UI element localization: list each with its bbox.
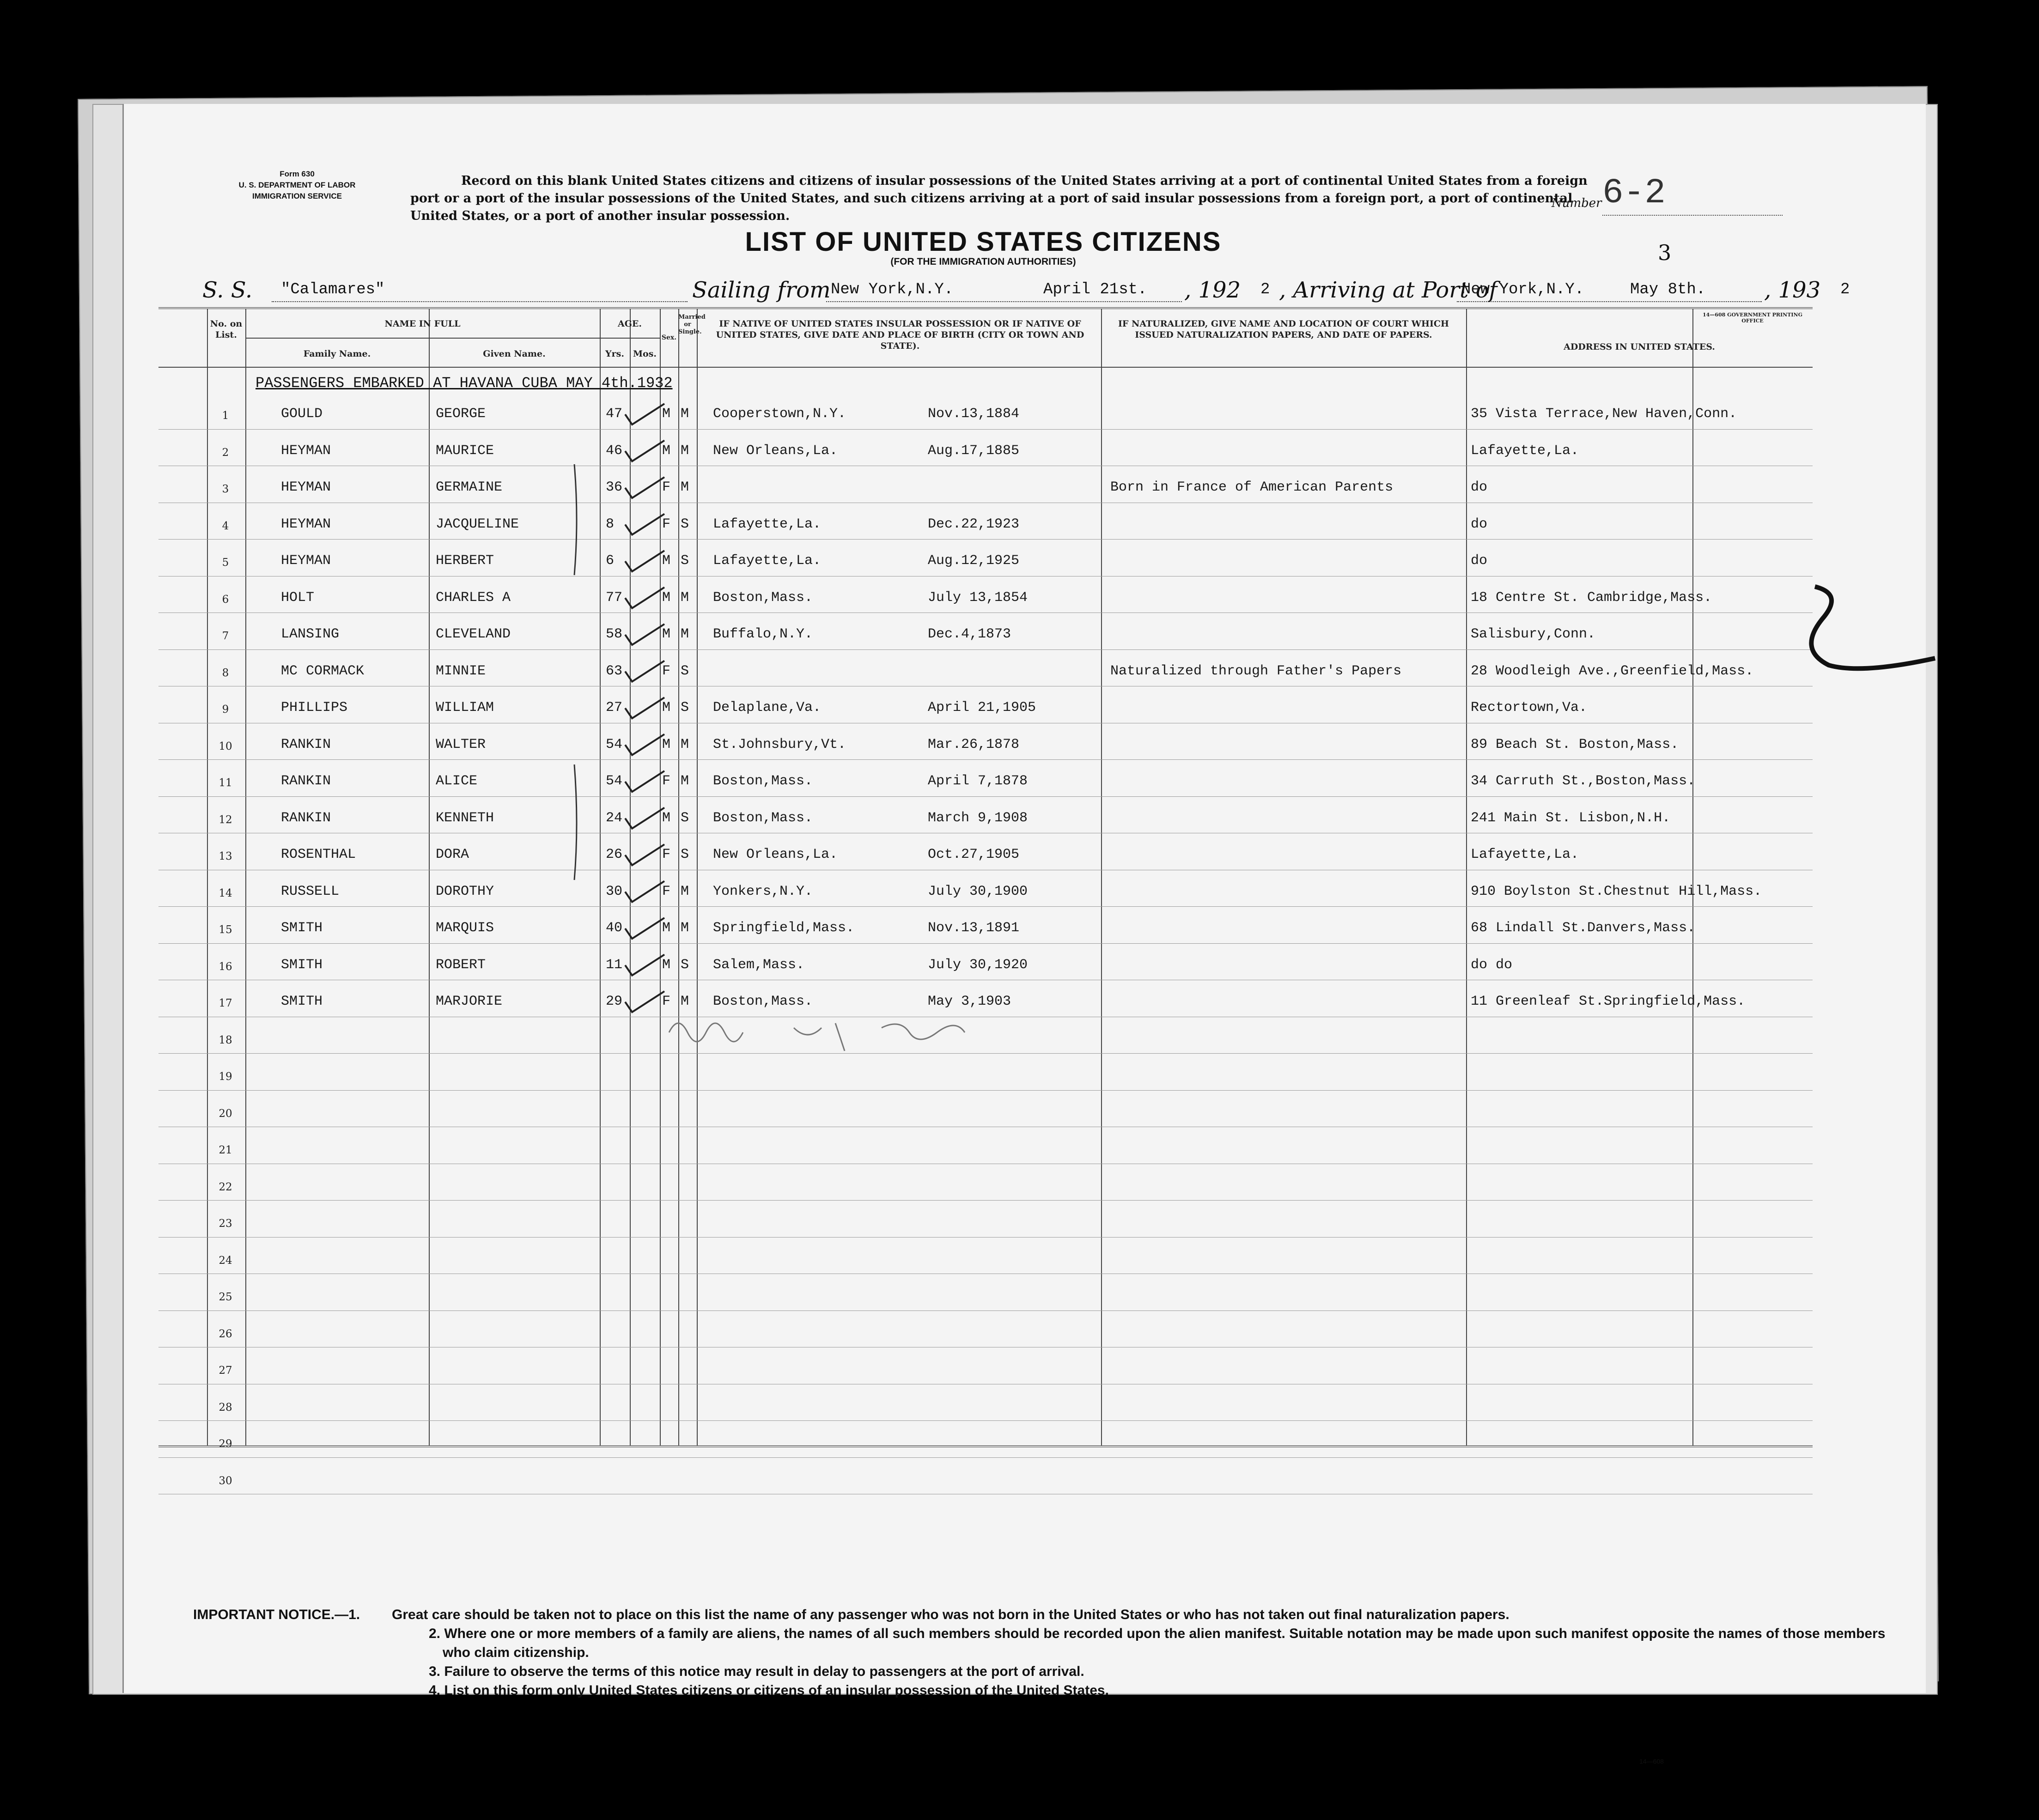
col-birth: IF NATIVE OF UNITED STATES INSULAR POSSESSION OR IF NATIVE OF UNITED STATES, GIVE DATE AND PLACE OF BIRTH (CITY OR TOWN AND STATE). (716, 319, 1084, 351)
cell-place: Boston,Mass. (713, 810, 813, 826)
cell-given: MAURICE (436, 443, 494, 459)
col-family-name: Family Name. (303, 349, 371, 359)
cell-sex: M (662, 736, 671, 752)
col-married: Married or Single. (678, 314, 706, 335)
cell-family: HEYMAN (281, 516, 331, 532)
cell-address: 18 Centre St. Cambridge,Mass. (1471, 589, 1712, 606)
cell-given: WALTER (436, 736, 486, 752)
number-value: 6-2 (1602, 173, 1666, 213)
cell-given: ROBERT (436, 957, 486, 973)
cell-sex: M (662, 920, 671, 936)
cell-yrs: 24 (606, 810, 623, 826)
cell-married: S (681, 663, 689, 679)
cell-date: April 21,1905 (928, 700, 1036, 716)
cell-address: 34 Carruth St.,Boston,Mass. (1471, 773, 1696, 789)
cell-sex: F (662, 883, 671, 899)
cell-sex: F (662, 663, 671, 679)
check-mark (625, 514, 664, 535)
cell-yrs: 47 (606, 406, 623, 422)
row-number: 8 (222, 667, 229, 679)
sailing-from-label: Sailing from (692, 277, 831, 303)
cell-naturalized: Born in France of American Parents (1110, 479, 1394, 495)
cell-place: New Orleans,La. (713, 443, 838, 459)
check-mark (625, 404, 664, 425)
check-mark (625, 698, 664, 718)
cell-sex: F (662, 516, 671, 532)
checkmarks-svg (124, 104, 1926, 1693)
cell-married: M (681, 773, 689, 789)
year-suffix-2: 2 (1840, 281, 1850, 298)
check-mark (625, 955, 664, 976)
row-number: 7 (222, 630, 229, 642)
cell-sex: M (662, 810, 671, 826)
cell-yrs: 77 (606, 589, 623, 606)
cell-married: S (681, 516, 689, 532)
row-number: 26 (219, 1328, 232, 1340)
form-number: Form 630 (280, 170, 315, 178)
cell-sex: M (662, 700, 671, 716)
cell-married: M (681, 883, 689, 899)
cell-date: Nov.13,1884 (928, 406, 1020, 422)
year-prefix-2: , 193 (1764, 277, 1821, 303)
cell-yrs: 63 (606, 663, 623, 679)
row-number: 19 (219, 1071, 232, 1083)
cell-yrs: 27 (606, 700, 623, 716)
cell-sex: M (662, 553, 671, 569)
cell-address: 910 Boylston St.Chestnut Hill,Mass. (1471, 883, 1762, 899)
cell-sex: F (662, 847, 671, 862)
ss-label: S. S. (202, 277, 253, 303)
col-given-name: Given Name. (483, 349, 546, 359)
cell-place: Yonkers,N.Y. (713, 883, 813, 899)
cell-address: do (1471, 516, 1488, 532)
cell-address: Lafayette,La. (1471, 847, 1579, 862)
cell-given: JACQUELINE (436, 516, 519, 532)
cell-place: Springfield,Mass. (713, 920, 855, 936)
notice-item-1: Great care should be taken not to place on this list the name of any passenger who was not born in the United States or who has not taken out final naturalization papers. (392, 1607, 1509, 1622)
cell-yrs: 30 (606, 883, 623, 899)
row-number: 27 (219, 1365, 232, 1377)
cell-married: M (681, 920, 689, 936)
page-title: LIST OF UNITED STATES CITIZENS (745, 227, 1222, 257)
ship-name: "Calamares" (281, 281, 385, 298)
cell-married: M (681, 626, 689, 642)
row-number: 3 (222, 483, 229, 495)
notice-item-3: 3. Failure to observe the terms of this notice may result in delay to passengers at the port of arrival. (429, 1664, 1084, 1679)
col-naturalized: IF NATURALIZED, GIVE NAME AND LOCATION OF COURT WHICH ISSUED NATURALIZATION PAPERS, AND DATE OF PAPERS. (1118, 319, 1449, 340)
col-name-in-full: NAME IN FULL (384, 319, 461, 329)
cell-date: Dec.22,1923 (928, 516, 1020, 532)
cell-married: S (681, 810, 689, 826)
cell-address: do (1471, 553, 1488, 569)
row-number: 10 (219, 740, 232, 752)
cell-date: Aug.12,1925 (928, 553, 1020, 569)
cell-place: Lafayette,La. (713, 553, 822, 569)
row-number: 29 (219, 1438, 232, 1450)
cell-sex: F (662, 994, 671, 1009)
cell-address: 35 Vista Terrace,New Haven,Conn. (1471, 406, 1737, 422)
cell-sex: M (662, 626, 671, 642)
row-number: 12 (219, 813, 232, 826)
cell-date: Dec.4,1873 (928, 626, 1011, 642)
row-number: 2 (222, 446, 229, 459)
cell-family: LANSING (281, 626, 340, 642)
family-brackets (574, 464, 577, 880)
col-mos: Mos. (633, 349, 657, 359)
cell-yrs: 46 (606, 443, 623, 459)
check-mark (625, 991, 664, 1012)
cell-given: GERMAINE (436, 479, 503, 495)
cell-date: March 9,1908 (928, 810, 1028, 826)
cell-date: May 3,1903 (928, 994, 1011, 1009)
cell-date: July 13,1854 (928, 589, 1028, 606)
year-prefix-1: , 192 (1184, 277, 1241, 303)
sailing-from-port: New York,N.Y. (831, 281, 954, 298)
cell-yrs: 29 (606, 994, 623, 1009)
cell-family: RANKIN (281, 810, 331, 826)
cell-family: HEYMAN (281, 479, 331, 495)
cell-given: WILLIAM (436, 700, 494, 716)
cell-family: MC CORMACK (281, 663, 365, 679)
cell-date: July 30,1920 (928, 957, 1028, 973)
cell-married: M (681, 589, 689, 606)
cell-sex: M (662, 957, 671, 973)
cell-address: Lafayette,La. (1471, 443, 1579, 459)
cell-married: S (681, 700, 689, 716)
col-sex: Sex. (661, 334, 677, 341)
check-mark (625, 734, 664, 755)
cell-sex: F (662, 479, 671, 495)
cell-married: M (681, 736, 689, 752)
cell-sex: M (662, 589, 671, 606)
cell-date: April 7,1878 (928, 773, 1028, 789)
cell-address: do (1471, 479, 1488, 495)
cell-address: Salisbury,Conn. (1471, 626, 1596, 642)
notice-item-4: 4. List on this form only United States citizens or citizens of an insular possession of the United States. (429, 1683, 1109, 1698)
printing-office-note: 14—608 GOVERNMENT PRINTING OFFICE (1702, 312, 1803, 324)
cell-date: Mar.26,1878 (928, 736, 1020, 752)
cell-given: DORA (436, 847, 469, 862)
check-mark (625, 881, 664, 902)
row-number: 20 (219, 1107, 232, 1120)
row-number: 23 (219, 1218, 232, 1230)
cell-place: Boston,Mass. (713, 589, 813, 606)
cell-given: ALICE (436, 773, 478, 789)
col-age: AGE. (617, 319, 642, 329)
row-number: 17 (219, 997, 232, 1009)
check-mark (625, 918, 664, 939)
row-number: 30 (219, 1474, 232, 1487)
cell-married: M (681, 479, 689, 495)
row-number: 15 (219, 924, 232, 936)
cell-address: 68 Lindall St.Danvers,Mass. (1471, 920, 1696, 936)
row-number: 14 (219, 887, 232, 899)
cell-sex: M (662, 443, 671, 459)
cell-family: RANKIN (281, 773, 331, 789)
cell-yrs: 6 (606, 553, 615, 569)
check-mark (625, 441, 664, 461)
arriving-port: New York,N.Y. (1461, 281, 1584, 298)
cell-place: Salem,Mass. (713, 957, 805, 973)
cell-yrs: 11 (606, 957, 623, 973)
row-number: 25 (219, 1291, 232, 1303)
check-mark (625, 551, 664, 571)
cell-place: Boston,Mass. (713, 773, 813, 789)
cell-given: CHARLES A (436, 589, 511, 606)
col-no: No. on List. (210, 319, 243, 340)
cell-yrs: 40 (606, 920, 623, 936)
margin-scrawl (1811, 587, 1935, 668)
cell-given: CLEVELAND (436, 626, 511, 642)
arriving-label: , Arriving at Port of (1279, 277, 1497, 303)
cell-given: DOROTHY (436, 883, 494, 899)
cell-given: MARQUIS (436, 920, 494, 936)
cell-yrs: 36 (606, 479, 623, 495)
row-number: 21 (219, 1144, 232, 1156)
cell-address: 241 Main St. Lisbon,N.H. (1471, 810, 1671, 826)
cell-naturalized: Naturalized through Father's Papers (1110, 663, 1402, 679)
row-number: 16 (219, 960, 232, 973)
cell-place: Lafayette,La. (713, 516, 822, 532)
cell-married: S (681, 957, 689, 973)
check-mark (625, 844, 664, 865)
row-number: 5 (222, 557, 229, 569)
row-number: 6 (222, 593, 229, 606)
row-number: 9 (222, 704, 229, 716)
cell-place: St.Johnsbury,Vt. (713, 736, 846, 752)
page-number: 3 (1658, 240, 1672, 265)
pencil-scrawl (669, 1023, 965, 1051)
cell-sex: M (662, 406, 671, 422)
sailing-date: April 21st. (1043, 281, 1147, 298)
cell-yrs: 58 (606, 626, 623, 642)
cell-address: 28 Woodleigh Ave.,Greenfield,Mass. (1471, 663, 1754, 679)
cell-address: 11 Greenleaf St.Springfield,Mass. (1471, 994, 1746, 1009)
form-code: 14—608 (1639, 1758, 1664, 1765)
cell-family: RUSSELL (281, 883, 340, 899)
cell-family: SMITH (281, 920, 323, 936)
cell-family: HOLT (281, 589, 315, 606)
cell-date: July 30,1900 (928, 883, 1028, 899)
cell-yrs: 54 (606, 736, 623, 752)
embarked-note: PASSENGERS EMBARKED AT HAVANA CUBA MAY 4th.1932 (256, 375, 673, 392)
year-suffix-1: 2 (1260, 281, 1270, 298)
service-name: IMMIGRATION SERVICE (252, 192, 342, 200)
cell-date: Nov.13,1891 (928, 920, 1020, 936)
cell-given: HERBERT (436, 553, 494, 569)
cell-family: RANKIN (281, 736, 331, 752)
arriving-date: May 8th. (1630, 281, 1706, 298)
cell-date: Oct.27,1905 (928, 847, 1020, 862)
cell-place: Boston,Mass. (713, 994, 813, 1009)
cell-address: 89 Beach St. Boston,Mass. (1471, 736, 1679, 752)
notice-label: IMPORTANT NOTICE.—1. (193, 1607, 360, 1622)
row-number: 18 (219, 1034, 232, 1046)
manifest-page (122, 104, 1926, 1765)
row-number: 24 (219, 1254, 232, 1267)
row-number: 11 (219, 777, 232, 789)
check-mark (625, 771, 664, 792)
cell-place: New Orleans,La. (713, 847, 838, 862)
cell-family: HEYMAN (281, 553, 331, 569)
row-number: 1 (222, 410, 229, 422)
check-mark (625, 624, 664, 645)
cell-yrs: 26 (606, 847, 623, 862)
record-instructions: Record on this blank United States citizens and citizens of insular possessions of the United States arriving at a port of continental United States from a foreign port or a port of the insular possessions of the United States, and such citizens arriving at a port of said insular possessions from a foreign port, a port of continental United States, or a port of another insular possession. (410, 174, 1588, 223)
page-subtitle: (FOR THE IMMIGRATION AUTHORITIES) (890, 256, 1076, 267)
row-number: 13 (219, 850, 232, 862)
cell-family: ROSENTHAL (281, 847, 356, 862)
cell-given: MINNIE (436, 663, 486, 679)
cell-family: PHILLIPS (281, 700, 348, 716)
cell-yrs: 8 (606, 516, 615, 532)
cell-sex: F (662, 773, 671, 789)
row-number: 4 (222, 520, 229, 532)
cell-place: Cooperstown,N.Y. (713, 406, 846, 422)
row-number: 22 (219, 1181, 232, 1193)
col-address: ADDRESS IN UNITED STATES. (1564, 342, 1715, 352)
cell-family: SMITH (281, 994, 323, 1009)
department-name: U. S. DEPARTMENT OF LABOR (238, 181, 356, 189)
number-label: Number (1552, 196, 1602, 210)
notice-item-2: 2. Where one or more members of a family are aliens, the names of all such members should be recorded upon the alien manifest. Suitable notation may be made upon such manifest opposite the names of those members who claim citizenship. (429, 1626, 1886, 1660)
cell-place: Buffalo,N.Y. (713, 626, 813, 642)
cell-address: do do (1471, 957, 1513, 973)
check-mark (625, 477, 664, 498)
cell-date: Aug.17,1885 (928, 443, 1020, 459)
check-mark (625, 588, 664, 608)
cell-married: M (681, 994, 689, 1009)
cell-place: Delaplane,Va. (713, 700, 822, 716)
cell-family: GOULD (281, 406, 323, 422)
cell-given: KENNETH (436, 810, 494, 826)
cell-married: M (681, 443, 689, 459)
cell-given: GEORGE (436, 406, 486, 422)
cell-married: S (681, 847, 689, 862)
cell-family: SMITH (281, 957, 323, 973)
cell-married: M (681, 406, 689, 422)
check-mark (625, 661, 664, 682)
cell-yrs: 54 (606, 773, 623, 789)
cell-given: MARJORIE (436, 994, 503, 1009)
col-yrs: Yrs. (605, 349, 624, 359)
cell-married: S (681, 553, 689, 569)
row-number: 28 (219, 1401, 232, 1414)
cell-family: HEYMAN (281, 443, 331, 459)
cell-address: Rectortown,Va. (1471, 700, 1588, 716)
check-marks (625, 404, 664, 1012)
check-mark (625, 808, 664, 829)
